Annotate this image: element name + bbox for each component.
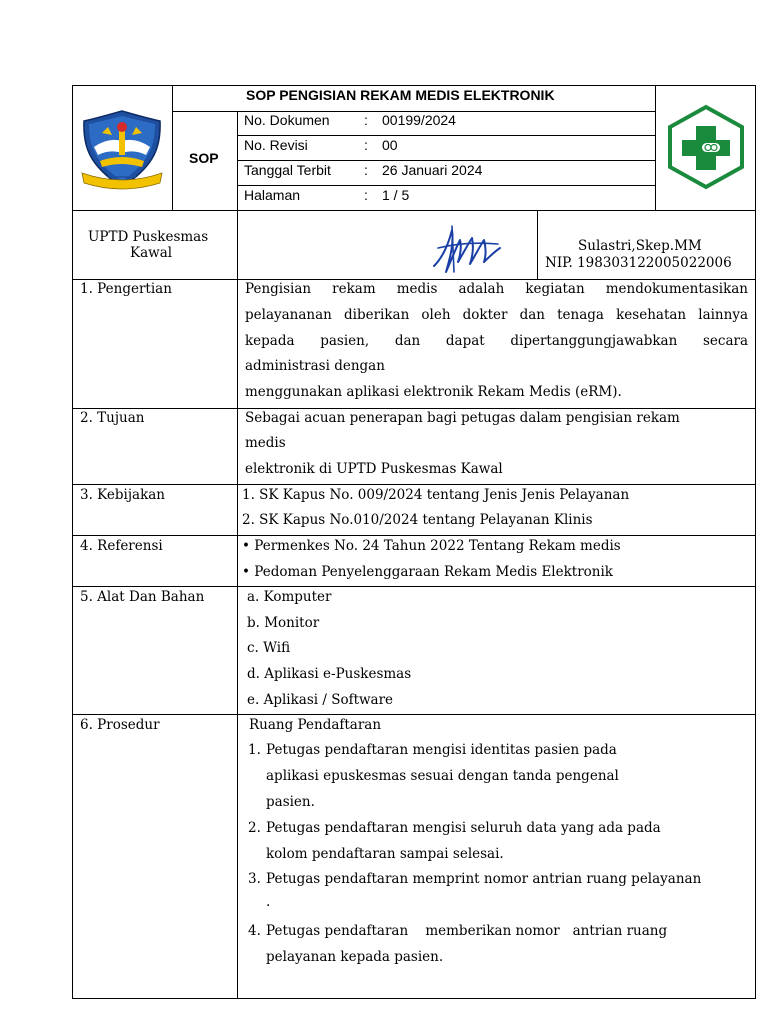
header-meta-line-2 [237,160,655,161]
signature-icon [428,218,510,276]
row-line-referensi [72,535,756,536]
tujuan-line-3: elektronik di UPTD Puskesmas Kawal [245,461,503,477]
prosedur-step-1-line-2: aplikasi epuskesmas sesuai dengan tanda pengenal [266,768,619,784]
section-label-alat: 5. Alat Dan Bahan [80,589,205,605]
alat-item-4: d. Aplikasi e-Puskesmas [247,666,412,682]
header-meta-line-3 [237,185,655,186]
prosedur-step-2-num: 2. [248,820,261,836]
puskesmas-cross-icon [666,104,746,190]
header-meta-line-1 [237,135,655,136]
pengertian-line-2: pelayananan diberikan oleh dokter dan tenaga kesehatan lainnya [245,307,748,323]
meta-label-halaman: Halaman [244,187,301,203]
meta-sep-halaman: : [364,187,368,203]
header-divider-right-logo [655,85,656,211]
pengertian-line-1: Pengisian rekam medis adalah kegiatan mendokumentasikan [245,281,748,297]
prosedur-step-1-line-3: pasien. [266,794,315,810]
header-bottom-line [72,210,756,211]
org-name-line-1: UPTD Puskesmas [88,229,209,245]
referensi-item-1: • Permenkes No. 24 Tahun 2022 Tentang Rekam medis [242,538,621,554]
section-label-tujuan: 2. Tujuan [80,410,145,426]
prosedur-step-3-num: 3. [248,871,261,887]
meta-sep-tanggal: : [364,162,368,178]
prosedur-step-1-line-1: Petugas pendaftaran mengisi identitas pasien pada [266,742,617,758]
prosedur-step-3-line-1: Petugas pendaftaran memprint nomor antrian ruang pelayanan [266,871,702,887]
prosedur-step-4-line-2: pelayanan kepada pasien. [266,949,444,965]
kebijakan-item-1: 1. SK Kapus No. 009/2024 tentang Jenis Jenis Pelayanan [242,487,630,503]
meta-label-dokumen: No. Dokumen [244,112,330,128]
prosedur-step-4-line-1: Petugas pendaftaran memberikan nomor antrian ruang [266,923,668,939]
section-label-pengertian: 1. Pengertian [80,281,172,297]
meta-sep-revisi: : [364,137,368,153]
meta-value-dokumen: 00199/2024 [382,112,456,128]
meta-value-halaman: 1 / 5 [382,187,410,203]
pengertian-line-5: menggunakan aplikasi elektronik Rekam Medis (eRM). [245,384,622,400]
table-border-top [72,85,756,86]
pengertian-line-4: administrasi dengan [245,358,385,374]
table-border-bottom [72,998,756,999]
section-label-kebijakan: 3. Kebijakan [80,487,166,503]
tujuan-line-2: medis [245,435,286,451]
row-line-kebijakan [72,484,756,485]
prosedur-step-2-line-1: Petugas pendaftaran mengisi seluruh data yang ada pada [266,820,661,836]
prosedur-step-4-num: 4. [248,923,261,939]
row-line-alat [72,586,756,587]
section-label-prosedur: 6. Prosedur [80,717,160,733]
section-label-referensi: 4. Referensi [80,538,163,554]
page-title: SOP PENGISIAN REKAM MEDIS ELEKTRONIK [246,87,555,103]
kebijakan-item-2: 2. SK Kapus No.010/2024 tentang Pelayanan Klinis [242,512,593,528]
signer-name: Sulastri,Skep.MM [578,238,702,254]
header-colon-guide [361,111,362,211]
meta-label-revisi: No. Revisi [244,137,308,153]
header-divider-logo [172,85,173,211]
prosedur-step-3-line-2: . [266,894,271,910]
body-column-divider [237,210,238,999]
alat-item-3: c. Wifi [247,640,291,656]
meta-sep-dokumen: : [364,112,368,128]
row-line-pengertian [72,279,756,280]
table-border-right [755,85,756,999]
meta-label-tanggal: Tanggal Terbit [244,162,331,178]
prosedur-subheading: Ruang Pendaftaran [249,717,382,733]
meta-value-tanggal: 26 Januari 2024 [382,162,483,178]
org-name-line-2: Kawal [130,245,173,261]
alat-item-2: b. Monitor [247,615,320,631]
sop-label: SOP [189,150,219,166]
signer-nip: NIP. 198303122005022006 [545,255,732,271]
row-line-tujuan [72,408,756,409]
meta-value-revisi: 00 [382,137,398,153]
prosedur-step-2-line-2: kolom pendaftaran sampai selesai. [266,846,504,862]
row-line-prosedur [72,714,756,715]
alat-item-1: a. Komputer [247,589,332,605]
tujuan-line-1: Sebagai acuan penerapan bagi petugas dalam pengisian rekam [245,410,680,426]
regional-emblem-icon [78,107,167,191]
table-border-left [72,85,73,999]
pengertian-line-3: kepada pasien, dan dapat dipertanggungjawabkan secara [245,333,748,349]
alat-item-5: e. Aplikasi / Software [247,692,394,708]
prosedur-step-1-num: 1. [248,742,261,758]
referensi-item-2: • Pedoman Penyelenggaraan Rekam Medis Elektronik [242,564,613,580]
signer-divider [537,210,538,279]
header-divider-sop [237,111,238,211]
